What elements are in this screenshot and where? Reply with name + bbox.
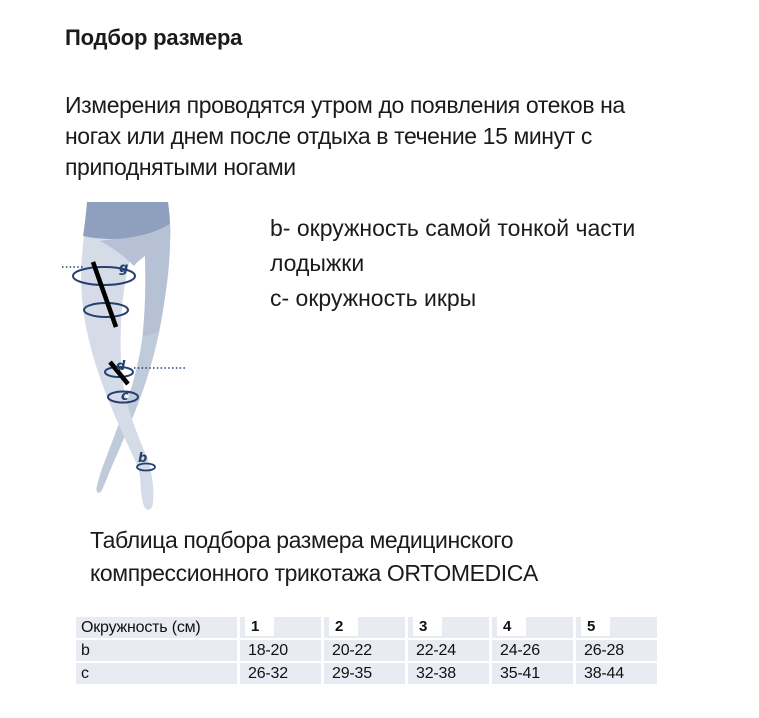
intro-line: ногах или днем после отдыха в течение 15 минут с <box>65 123 592 149</box>
size-chip: 1 <box>245 617 274 636</box>
page-title: Подбор размера <box>65 25 243 50</box>
note-line: c- окружность икры <box>270 285 477 311</box>
note-line: лодыжки <box>270 250 365 276</box>
size-header-cell <box>237 617 321 638</box>
table-header-row <box>76 617 657 638</box>
leg-measurement-diagram <box>55 195 215 515</box>
table-row-c <box>76 663 657 684</box>
value-cell: 29-35 <box>321 663 405 684</box>
row-label: c <box>76 663 237 684</box>
value-cell: 24-26 <box>489 640 573 661</box>
size-chip: 2 <box>329 617 358 636</box>
value-cell: 38-44 <box>573 663 657 684</box>
ring-label-g: g <box>119 261 129 276</box>
value-cell: 35-41 <box>489 663 573 684</box>
value-cell: 32-38 <box>405 663 489 684</box>
table-title-line: компрессионного трикотажа ORTOMEDICA <box>90 560 538 586</box>
size-header-cell <box>321 617 405 638</box>
value-cell: 22-24 <box>405 640 489 661</box>
intro-line: Измерения проводятся утром до появления отеков на <box>65 92 625 118</box>
ring-label-b: b <box>138 451 148 466</box>
ring-label-c: c <box>121 389 129 404</box>
size-header-cell <box>489 617 573 638</box>
size-table <box>76 615 657 686</box>
ring-label-d: d <box>116 359 126 374</box>
size-chip: 4 <box>497 617 526 636</box>
value-cell: 26-32 <box>237 663 321 684</box>
value-cell: 20-22 <box>321 640 405 661</box>
note-line: b- окружность самой тонкой части <box>270 215 636 241</box>
intro-paragraph <box>65 90 625 183</box>
value-cell: 26-28 <box>573 640 657 661</box>
size-chip: 5 <box>581 617 610 636</box>
size-chip: 3 <box>413 617 442 636</box>
size-header-cell <box>405 617 489 638</box>
table-title-line: Таблица подбора размера медицинского <box>90 527 514 553</box>
size-header-cell <box>573 617 657 638</box>
intro-line: приподнятыми ногами <box>65 154 296 180</box>
row-label: b <box>76 640 237 661</box>
table-header-label: Окружность (см) <box>76 617 237 638</box>
table-title <box>90 524 538 590</box>
table-row-b <box>76 640 657 661</box>
measurement-notes <box>270 211 635 316</box>
value-cell: 18-20 <box>237 640 321 661</box>
